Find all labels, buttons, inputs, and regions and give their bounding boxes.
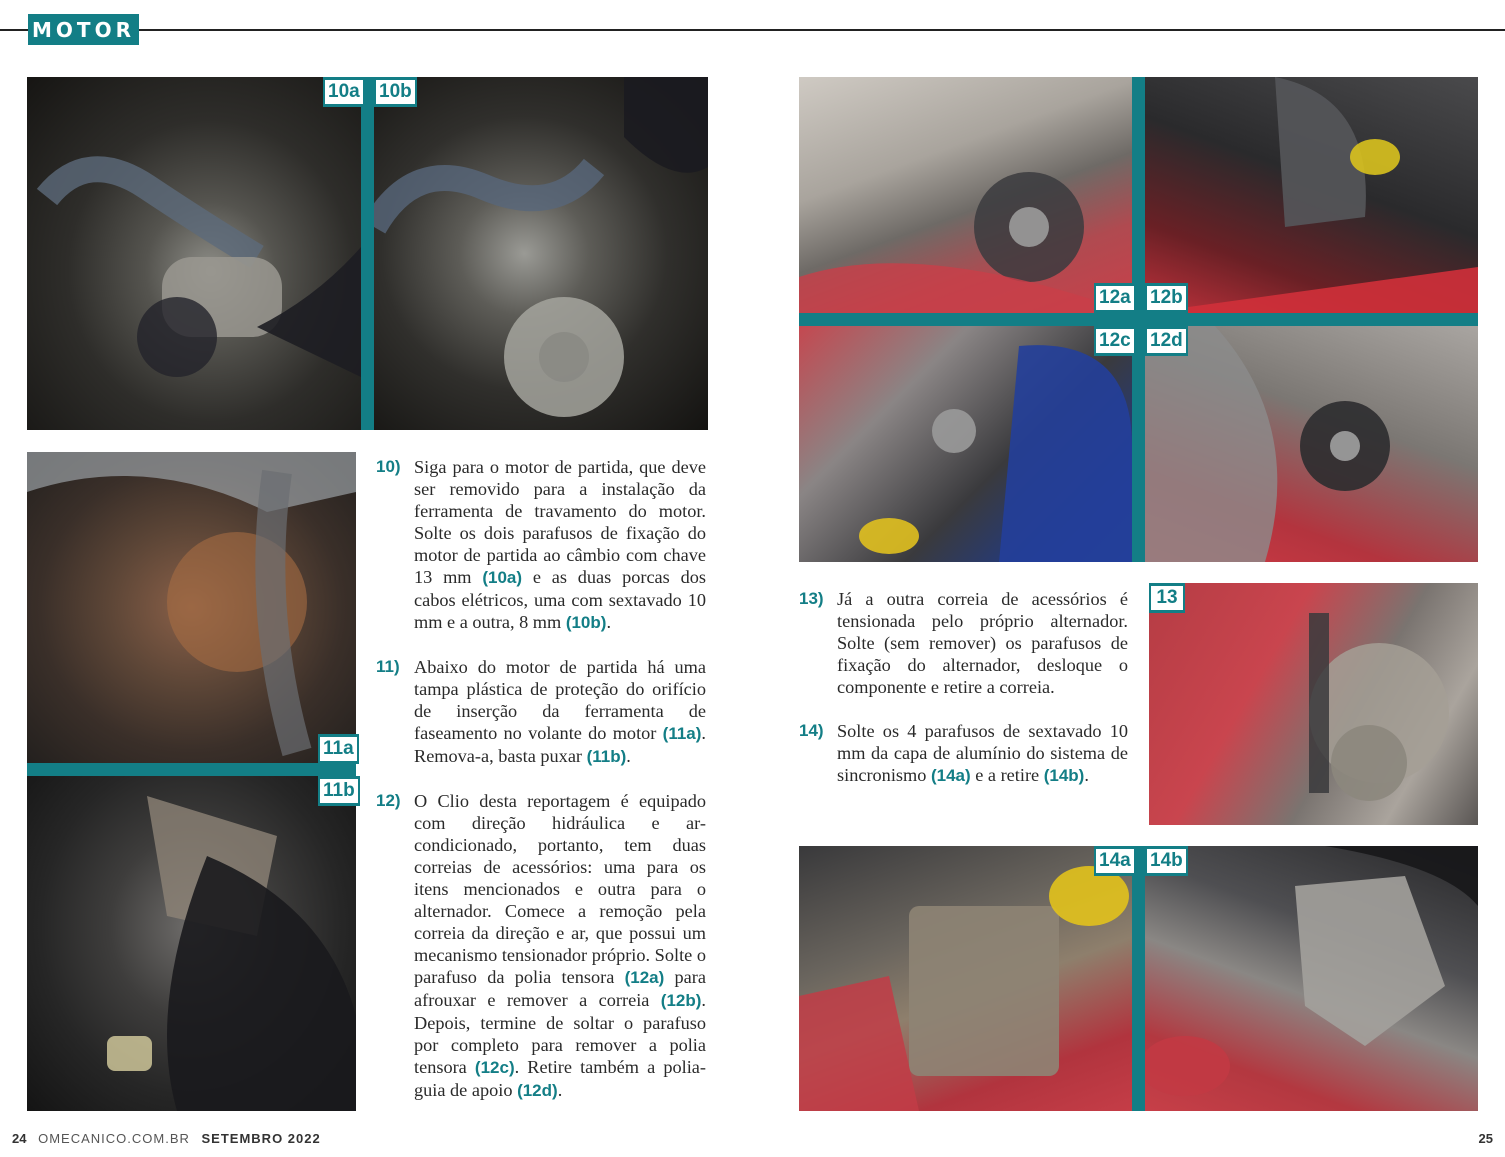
timing-cover-illustration: [799, 846, 1132, 1111]
guide-pulley-illustration: [1145, 326, 1478, 562]
tensioner-pulley-illustration: [799, 77, 1132, 313]
footer-issue-date: SETEMBRO 2022: [201, 1131, 321, 1146]
alternator-illustration: [1149, 583, 1478, 825]
gloved-hands-illustration: [27, 776, 356, 1111]
footer-left: [12, 1131, 321, 1146]
step-number: 14): [799, 721, 824, 740]
divider-14: [1132, 846, 1145, 1111]
mechanic-pulley-illustration: [799, 326, 1132, 562]
photo-reference: (10a): [482, 568, 523, 587]
photo-reference: (12d): [517, 1081, 558, 1100]
photo-reference: (12b): [660, 991, 702, 1010]
photo-12d: [1145, 326, 1478, 562]
photo-10a: [27, 77, 361, 430]
photo-12b: [1145, 77, 1478, 313]
step-10: 10) Siga para o motor de partida, que deve ser removido para a instalação da ferramenta de travamento do motor. Solte os dois parafusos de fixação do motor de partida ao câmbio com chave 13 mm (10a) e as duas porcas dos cabos elétricos, uma com sextavado 10 mm e a outra, 8 mm (10b).: [376, 457, 706, 632]
step-number: 12): [376, 791, 401, 810]
label-12d: 12d: [1145, 326, 1188, 356]
flywheel-cover-illustration: [27, 452, 356, 763]
photo-reference: (11b): [586, 747, 627, 766]
cover-removal-illustration: [1145, 846, 1478, 1111]
step-number: 13): [799, 589, 824, 608]
label-11a: 11a: [318, 734, 359, 764]
footer-site: OMECANICO.COM.BR: [38, 1131, 190, 1146]
photo-reference: (12c): [474, 1058, 515, 1077]
photo-reference: (10b): [565, 613, 607, 632]
label-14a: 14a: [1094, 846, 1136, 876]
photo-reference: (14a): [930, 766, 971, 785]
label-12c: 12c: [1094, 326, 1136, 356]
photo-12a: [799, 77, 1132, 313]
photo-reference: (14b): [1043, 766, 1085, 785]
divider-12-horizontal: [799, 313, 1478, 326]
step-number: 10): [376, 457, 401, 476]
belt-removal-illustration: [1145, 77, 1478, 313]
photo-14a: [799, 846, 1132, 1111]
label-12b: 12b: [1145, 283, 1188, 313]
starter-motor-illustration: [27, 77, 361, 430]
step-13: 13) Já a outra correia de acessórios é tensionada pelo próprio alternador. Solte (sem remover) os parafusos de fixação do alternador, desloque o componente e retire a correia.: [799, 589, 1128, 697]
text-column-left: [376, 456, 706, 1102]
page-number-left: 24: [12, 1131, 27, 1146]
label-14b: 14b: [1145, 846, 1188, 876]
step-12: 12) O Clio desta reportagem é equipado com direção hidráulica e ar-condicionado, portanto, tem duas correias de acessórios: uma para os itens mencionados e outra para o alternador. Comece a remoção pela correia da direção e ar, que possui um mecanismo tensionador próprio. Solte o parafuso da polia tensora (12a) para afrouxar e remover a correia (12b). Depois, termine de soltar o parafuso por completo para remover a polia tensora (12c). Retire também a polia-guia de apoio (12d).: [376, 791, 706, 1100]
photo-11a: [27, 452, 356, 763]
photo-11b: [27, 776, 356, 1111]
photo-14b: [1145, 846, 1478, 1111]
step-11: 11) Abaixo do motor de partida há uma tampa plástica de proteção do orifício de inserção da ferramenta de faseamento no volante do motor (11a). Remova-a, basta puxar (11b).: [376, 657, 706, 766]
starter-solenoid-illustration: [374, 77, 708, 430]
step-14: 14) Solte os 4 parafusos de sextavado 10 mm da capa de alumínio do sistema de sincronismo (14a) e a retire (14b).: [799, 721, 1128, 785]
header-rule: [0, 29, 1505, 31]
photo-12c: [799, 326, 1132, 562]
label-11b: 11b: [318, 776, 360, 806]
step-number: 11): [376, 657, 400, 676]
text-column-right: [799, 588, 1128, 787]
photo-10b: [374, 77, 708, 430]
divider-11: [27, 763, 356, 776]
label-12a: 12a: [1094, 283, 1136, 313]
divider-10: [361, 77, 374, 430]
page-number-right: 25: [1478, 1131, 1493, 1146]
photo-13: [1149, 583, 1478, 825]
label-13: 13: [1149, 583, 1185, 613]
label-10b: 10b: [374, 77, 417, 107]
label-10a: 10a: [323, 77, 365, 107]
photo-reference: (11a): [662, 724, 702, 743]
photo-reference: (12a): [624, 968, 665, 987]
section-tab: MOTOR: [28, 14, 139, 45]
